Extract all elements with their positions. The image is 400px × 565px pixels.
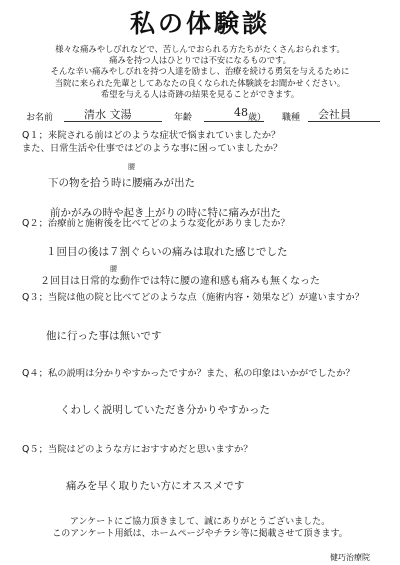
answer-insertion: 腰 (110, 265, 117, 273)
intro-line: 当院に来られた先輩としてあなたの良くなられた体験談をお聞かせください。 (54, 77, 346, 88)
question-3 (22, 292, 364, 305)
question-text: また、日常生活や仕事ではどのような事に困っていましたか？ (22, 142, 283, 154)
footer-line: アンケートにご協力頂きまして、誠にありがとうございました。 (69, 517, 331, 527)
question-text: Q２；治療前と施術後を比べてどのような変化がありましたか？ (22, 218, 290, 229)
name-value: 清水 文湯 (84, 108, 132, 121)
footer-line: このアンケート用紙は、ホームページやチラシ等に掲載させて頂きます。 (52, 528, 348, 539)
answer-line: 他に行った事は無いです (46, 330, 162, 342)
question-text: Q５；当院はどのような方におすすめだと思いますか？ (22, 444, 253, 455)
answer-line: 前かがみの時や起き上がりの時に特に痛みが出た (50, 207, 281, 219)
age-unit: 歳） (248, 113, 267, 123)
intro-line: そんな辛い痛みやしびれを持つ人達を励まし、治療を続ける勇気を与えるために (50, 66, 350, 77)
question-1 (22, 130, 282, 155)
intro-line: 様々な痛みやしびれなどで、苦しんでおられる方たちがたくさんおられます。 (55, 44, 345, 54)
occupation-value: 会社員 (318, 108, 351, 121)
question-text: Q１；来院される前はどのような症状で悩まれていましたか？ (22, 130, 281, 141)
answer-line: 下の物を拾う時に腰痛みが出た (48, 177, 195, 189)
footer-thanks (0, 517, 400, 540)
question-5 (22, 444, 253, 457)
question-text: Q４；私の説明は分かりやすかったですか？また、私の印象はいかがでしたか？ (22, 368, 355, 379)
question-text: Q３；当院は他の院と比べてどのような点（施術内容・効果など）が違いますか？ (22, 292, 365, 303)
answer-line: 痛みを早く取りたい方にオススメです (66, 480, 245, 492)
age-value: 48 (234, 106, 248, 119)
page-title: 私の体験談 (129, 9, 270, 38)
clinic-name: 健巧治療院 (330, 553, 370, 562)
intro-line: 痛みを持つ人はひとりでは不安になるものです。 (109, 55, 291, 66)
answer-line: ２回目は日常的な動作では特に腰の違和感も痛みも無くなった (40, 276, 320, 287)
answer-line: １回目の後は７割ぐらいの痛みは取れた感じでした (46, 246, 288, 258)
intro-text (0, 44, 400, 100)
intro-line: 希望を与える人は奇跡の結果を見ることができます。 (100, 88, 300, 99)
answer-line: くわしく説明していただき分かりやすかった (60, 404, 270, 416)
occupation-label: 職種 (282, 113, 301, 123)
question-2 (22, 218, 290, 231)
name-label: お名前 (26, 113, 54, 123)
profile-row (26, 106, 382, 122)
question-4 (22, 368, 355, 381)
answer-insertion: 腰 (128, 163, 135, 171)
age-label: 年齢 (174, 113, 193, 123)
